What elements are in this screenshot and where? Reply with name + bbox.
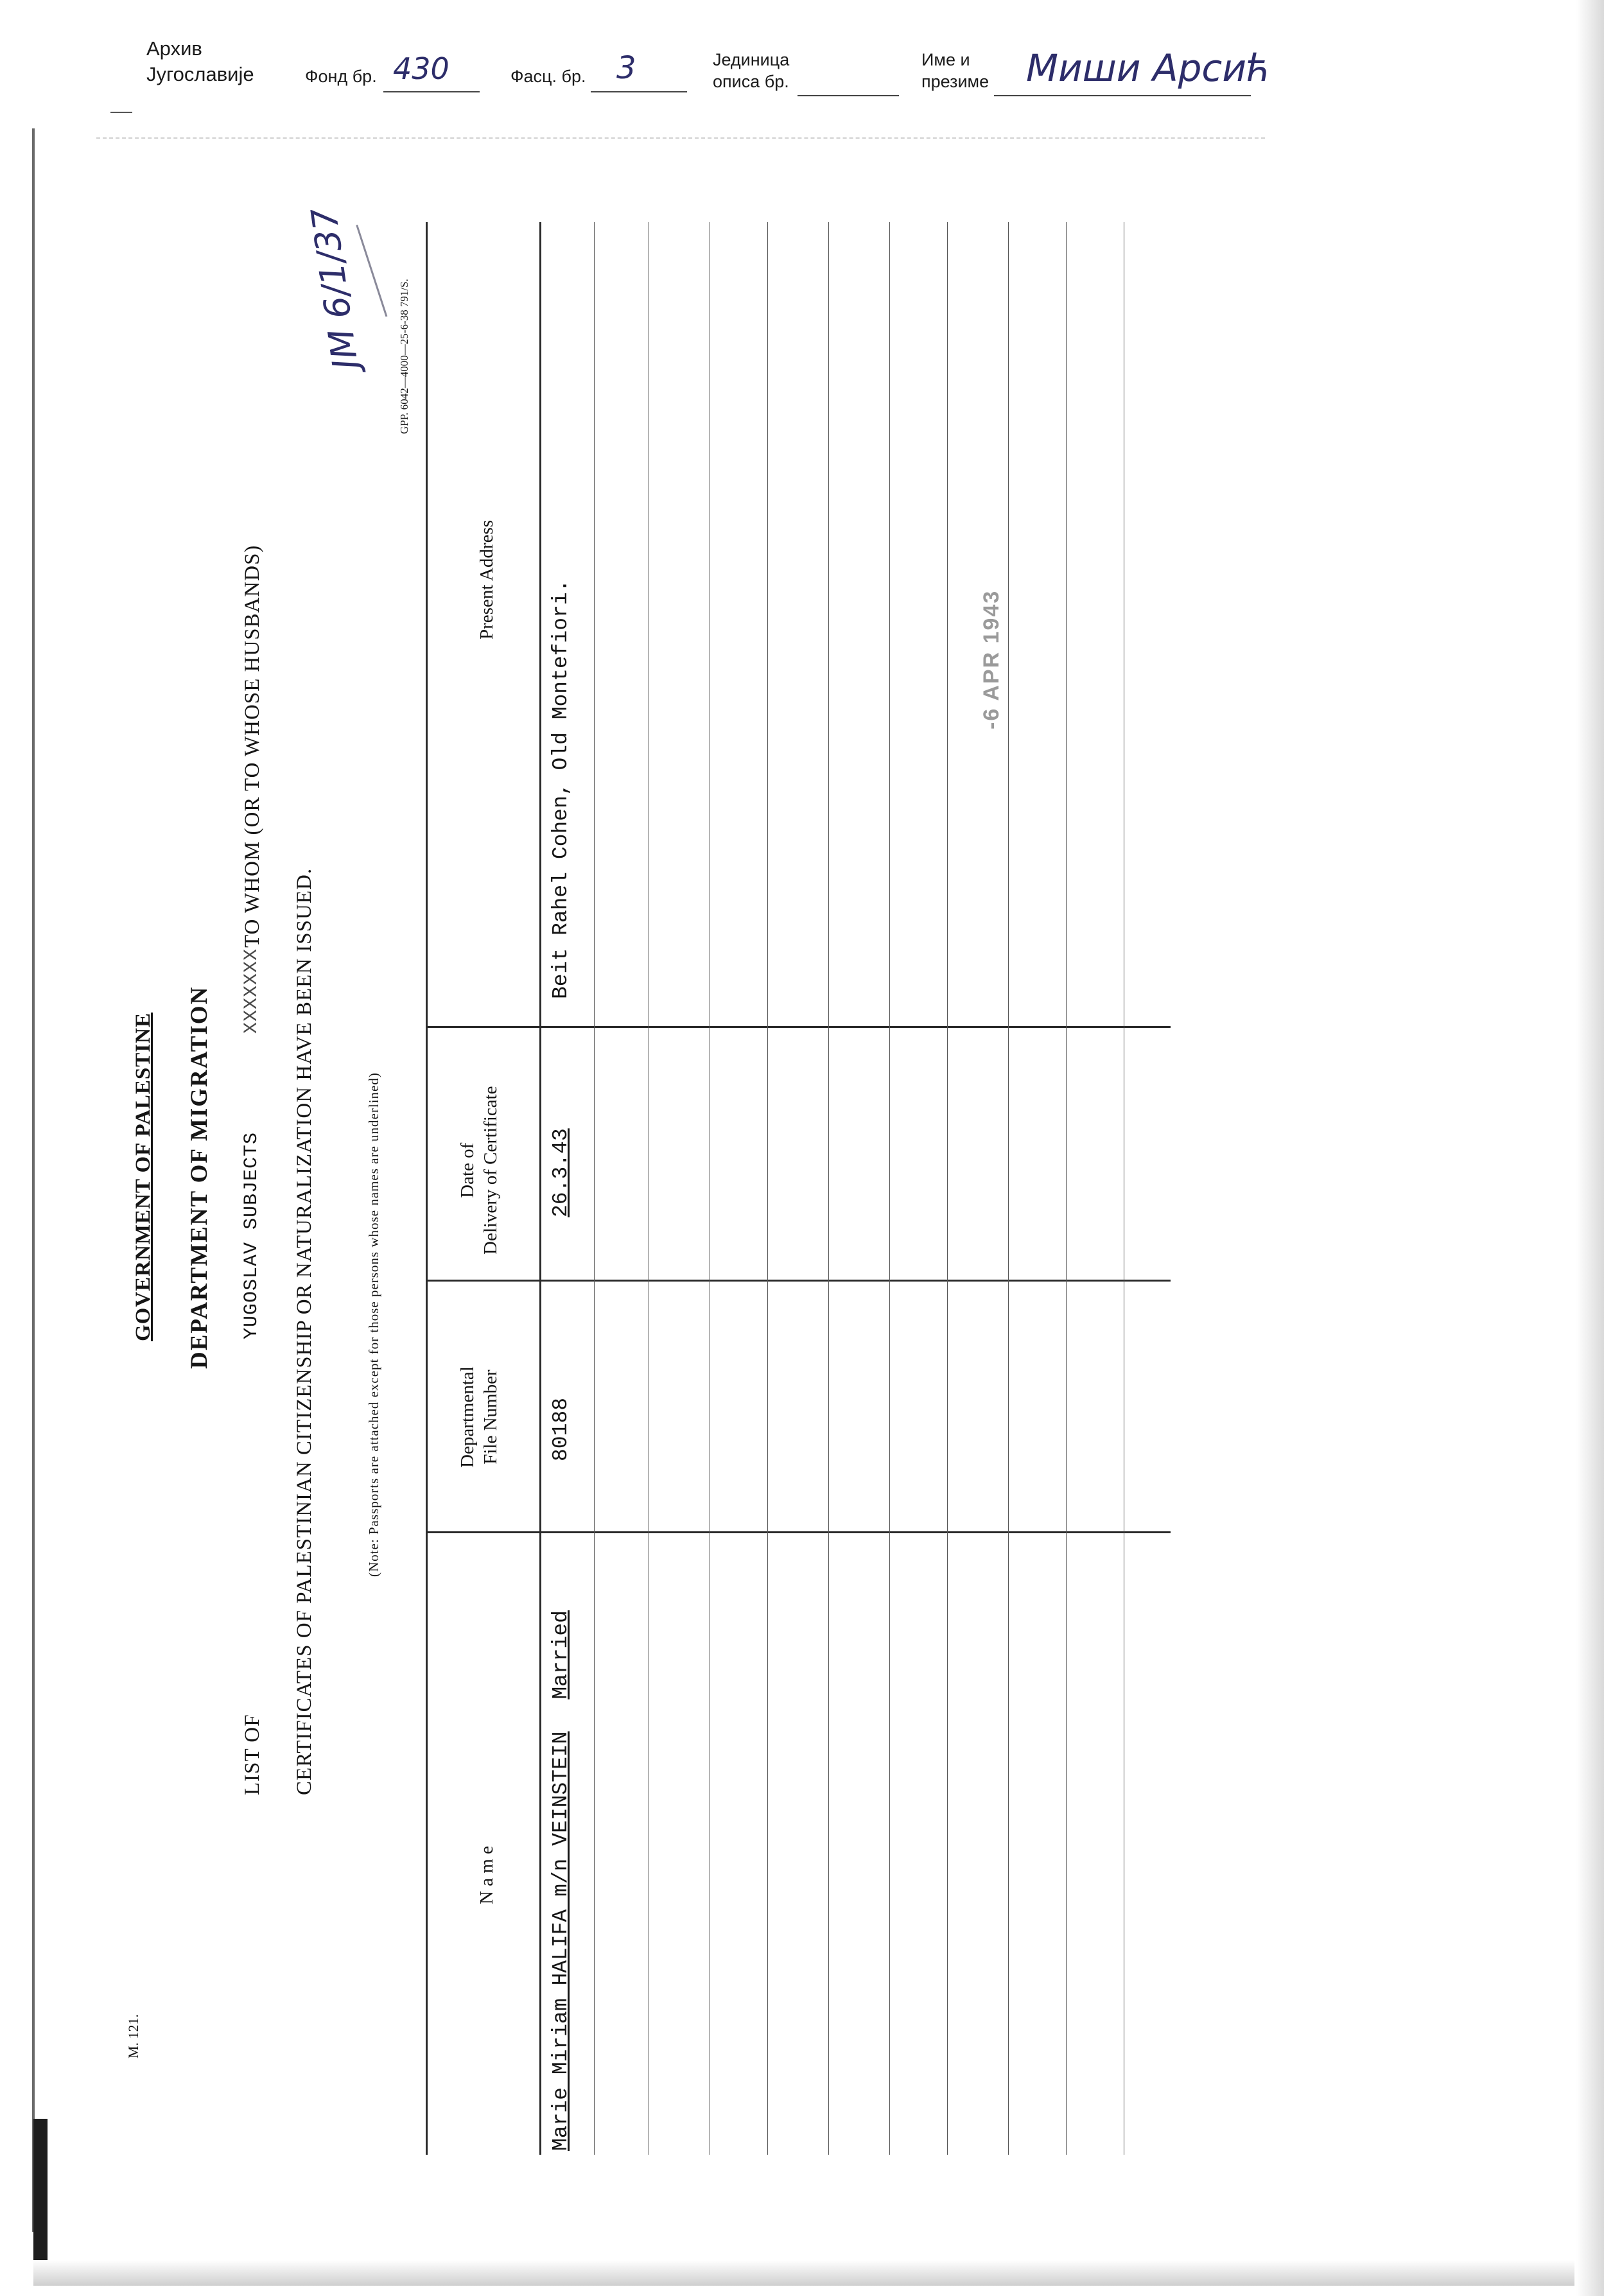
- name-label-line2: презиме: [921, 72, 989, 91]
- row-name-text: Marie Miriam HALIFA m/n VEINSTEIN: [549, 1731, 573, 2151]
- handwritten-reference: JM 6/1/37: [303, 205, 367, 372]
- rotated-form: [96, 4, 1381, 2155]
- row-name: [549, 1610, 573, 2151]
- unit-label-line2: описа бр.: [713, 72, 789, 91]
- header-address: Present Address: [476, 519, 497, 639]
- header-file-number-line2: File Number: [480, 1370, 501, 1465]
- archive-name-line2: Југославије: [146, 63, 254, 85]
- department-title: DEPARTMENT OF MIGRATION: [186, 986, 213, 1369]
- header-file-number-line1: Departmental: [457, 1366, 478, 1468]
- row-rule: [594, 222, 595, 2155]
- certificates-line: CERTIFICATES OF PALESTINIAN CITIZENSHIP OR NATURALIZATION HAVE BEEN ISSUED.: [293, 867, 316, 1795]
- row-rule: [1066, 222, 1067, 2155]
- row-address: Beit Rahel Cohen, Old Montefiori.: [549, 579, 573, 999]
- name-label-line1: Име и: [921, 50, 970, 69]
- header-date-line1: Date of: [457, 1142, 478, 1198]
- col-divider-date: [426, 1280, 1171, 1282]
- scan-left-edge: [32, 128, 35, 2232]
- form-number: M. 121.: [125, 2013, 141, 2058]
- col-divider-file: [426, 1531, 1171, 1533]
- fond-label: Фонд бр.: [305, 67, 377, 86]
- row-rule: [947, 222, 948, 2155]
- archive-name-line1: Архив: [146, 37, 202, 60]
- table-top-rule: [426, 222, 428, 2155]
- fond-value: 430: [393, 51, 449, 86]
- list-of-value: YUGOSLAV SUBJECTS: [241, 1131, 263, 1339]
- scan-left-edge-dark: [33, 2119, 48, 2266]
- header-date: [456, 1086, 502, 1255]
- printer-code: GPP. 6042—4000—25-6-38 791/S.: [398, 279, 410, 434]
- row-file-number: 80188: [549, 1397, 573, 1461]
- name-value: Миши Арсић: [1026, 46, 1271, 90]
- passports-note: (Note: Passports are attached except for those persons whose names are underlined): [366, 1072, 381, 1577]
- date-stamp: -6 APR 1943: [979, 589, 1004, 729]
- list-of-label: LIST OF: [241, 1714, 264, 1795]
- fasc-label: Фасц. бр.: [510, 67, 586, 86]
- header-date-line2: Delivery of Certificate: [480, 1086, 501, 1255]
- fasc-value: 3: [616, 50, 636, 86]
- header-name: N a m e: [476, 1846, 497, 1904]
- scan-bottom-edge: [33, 2260, 1574, 2286]
- unit-label-line1: Јединица: [713, 50, 790, 69]
- table-header-rule: [539, 222, 541, 2155]
- header-file-number: [456, 1366, 502, 1468]
- col-divider-address: [426, 1026, 1171, 1028]
- government-title: GOVERNMENT OF PALESTINE: [132, 1013, 155, 1341]
- row-rule: [828, 222, 829, 2155]
- row-rule: [1008, 222, 1009, 2155]
- list-of-tail: TO WHOM (OR TO WHOSE HUSBANDS): [241, 544, 264, 948]
- row-date: 26.3.43: [549, 1128, 573, 1217]
- row-rule: [767, 222, 768, 2155]
- list-of-overstrike: XXXXXXX: [241, 948, 263, 1034]
- scan-right-edge: [1576, 0, 1604, 2296]
- row-rule: [889, 222, 890, 2155]
- row-status: Married: [549, 1610, 573, 1700]
